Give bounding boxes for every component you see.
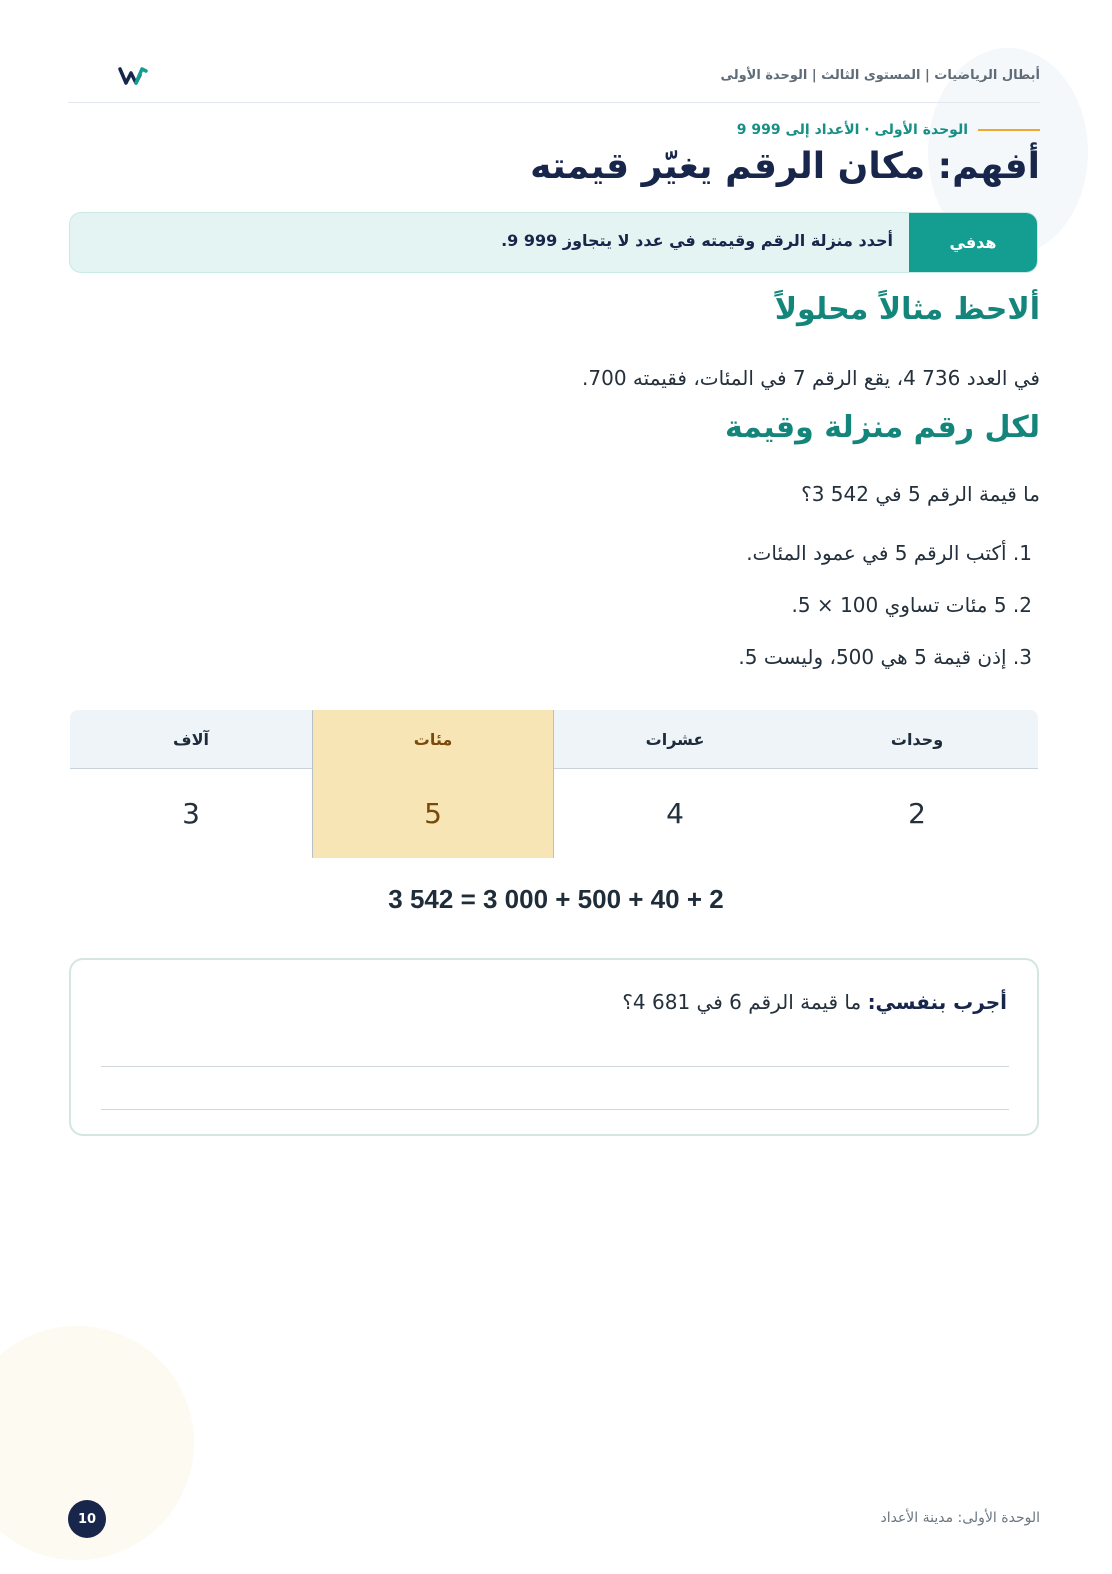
wave-w-logo-icon [118, 65, 148, 87]
answer-line[interactable] [101, 1066, 1009, 1067]
breadcrumb: أبطال الرياضيات | المستوى الثالث | الوحدة الأولى [720, 68, 1040, 83]
unit-eyebrow-text: الوحدة الأولى · الأعداد إلى 999 9 [736, 122, 968, 138]
expanded-form-equation: 3 542 = 3 000 + 500 + 40 + 2 [388, 884, 724, 914]
place-value-question: ما قيمة الرقم 5 في 542 3؟ [801, 482, 1040, 506]
footer-unit-name: الوحدة الأولى: مدينة الأعداد [880, 1510, 1040, 1526]
answer-line[interactable] [101, 1109, 1009, 1110]
header-tens: عشرات [645, 729, 705, 749]
try-it-label: أجرب بنفسي: [867, 990, 1007, 1014]
worked-example-text: في العدد 736 4، يقع الرقم 7 في المئات، فقيمته 700. [582, 366, 1040, 390]
page-number-badge: 10 [68, 1500, 106, 1538]
try-it-question: ما قيمة الرقم 6 في 681 4؟ [622, 990, 868, 1014]
page-header [68, 60, 1040, 103]
digit-thousands: 3 [182, 796, 200, 830]
header-hundreds: مئات [312, 710, 554, 768]
step-item: 3. إذن قيمة 5 هي 500، وليست 5. [738, 645, 1032, 669]
section-title-place-value: لكل رقم منزلة وقيمة [724, 410, 1040, 445]
header-ones: وحدات [890, 729, 944, 749]
place-value-table [70, 710, 1038, 858]
step-item: 1. أكتب الرقم 5 في عمود المئات. [746, 541, 1032, 565]
goal-banner [69, 212, 1038, 273]
goal-badge: هدفي [909, 213, 1037, 272]
goal-text: أحدد منزلة الرقم وقيمته في عدد لا يتجاوز 999 9. [501, 231, 893, 250]
try-it-prompt [622, 990, 1007, 1014]
unit-eyebrow [737, 122, 1040, 138]
digit-ones: 2 [908, 796, 926, 830]
digit-tens: 4 [666, 796, 684, 830]
section-title-worked-example: ألاحظ مثالاً محلولاً [774, 292, 1040, 327]
page-title: أفهم: مكان الرقم يغيّر قيمته [530, 146, 1040, 187]
digit-hundreds: 5 [312, 768, 554, 858]
step-item: 2. 5 مئات تساوي 100 × 5. [791, 593, 1032, 617]
try-it-box [69, 958, 1039, 1136]
eyebrow-accent-line [978, 129, 1040, 131]
header-thousands: آلاف [173, 729, 209, 749]
